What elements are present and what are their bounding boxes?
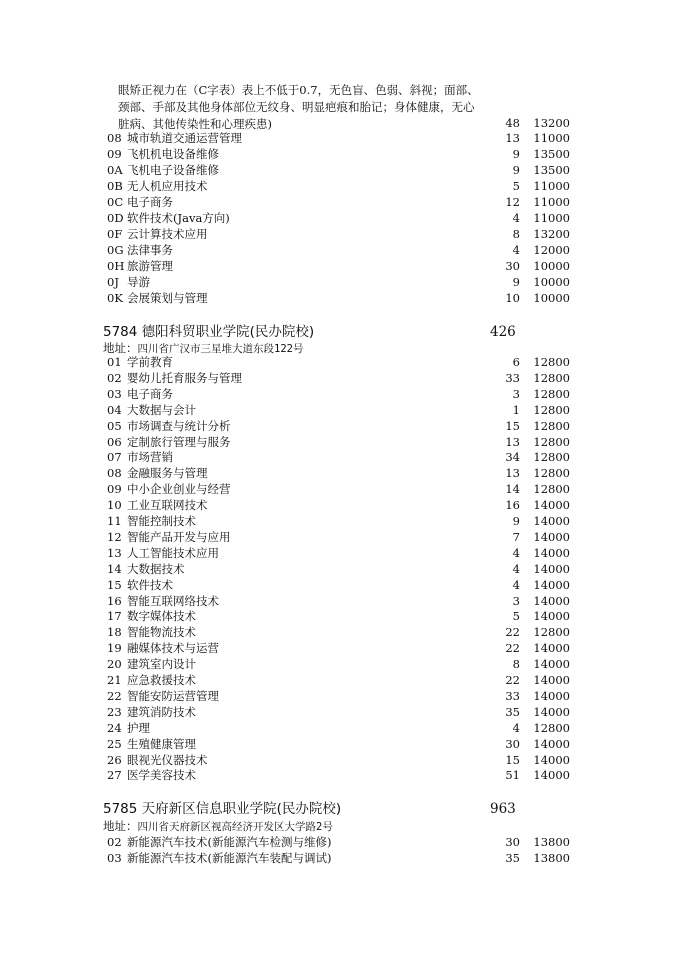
intro-note-line: 脏病、其他传染性和心理疾患) [118,117,272,131]
table-row [0,720,680,736]
enroll-count: 4 [512,561,520,576]
table-row [0,561,680,577]
tuition-fee: 12800 [533,434,570,449]
major-name: 城市轨道交通运营管理 [127,131,242,145]
enroll-count: 30 [505,259,520,273]
enroll-count: 7 [512,529,520,544]
major-code: 13 [107,545,122,560]
major-name: 导游 [127,275,150,289]
enroll-count: 4 [512,243,520,257]
enroll-count: 9 [512,514,520,528]
major-name: 新能源汽车技术(新能源汽车检测与维修) [127,835,332,849]
table-row [0,370,680,386]
enroll-count: 14 [505,482,520,497]
school-title: 5784 德阳科贸职业学院(民办院校) [103,324,315,340]
intro-note-line: 眼矫正视力在（C字表）表上不低于0.7，无色盲、色弱、斜视；面部、 [118,83,479,97]
enroll-count: 30 [505,835,520,849]
tuition-fee: 14000 [533,577,570,592]
tuition-fee: 14000 [533,657,570,672]
enroll-count: 15 [505,418,520,433]
enroll-count: 8 [512,227,520,241]
table-row [0,226,680,242]
tuition-fee: 14000 [533,529,570,544]
major-code: 01 [107,355,122,369]
major-code: 17 [107,609,122,624]
major-name: 人工智能技术应用 [127,545,219,560]
table-row [0,593,680,609]
major-code: 03 [107,386,122,401]
tuition-fee: 14000 [533,545,570,560]
enroll-count: 4 [512,577,520,592]
major-name: 智能互联网络技术 [127,593,219,608]
major-code: 08 [107,466,122,481]
major-code: 11 [107,514,122,528]
tuition-fee: 13800 [533,851,570,865]
tuition-fee: 14000 [533,514,570,528]
table-row [0,162,680,178]
enroll-count: 13 [505,466,520,481]
intro-note-fee: 13200 [533,116,570,130]
major-code: 20 [107,657,122,672]
major-name: 应急救援技术 [127,673,196,687]
major-code: 0F [107,227,123,241]
intro-note-line: 颈部、手部及其他身体部位无纹身、明显疤痕和胎记；身体健康，无心 [118,100,475,114]
table-row [0,640,680,656]
major-code: 18 [107,625,122,640]
address-label: 地址： [103,819,138,833]
school-total: 963 [490,801,516,817]
tuition-fee: 14000 [533,609,570,624]
table-row [0,274,680,290]
major-code: 02 [107,370,122,385]
enroll-count: 3 [512,593,520,608]
major-code: 0H [107,259,125,273]
table-row [0,752,680,768]
tuition-fee: 12800 [533,418,570,433]
tuition-fee: 13800 [533,835,570,849]
tuition-fee: 14000 [533,704,570,719]
table-row [0,834,680,850]
major-code: 04 [107,402,122,417]
enroll-count: 9 [512,163,520,177]
enroll-count: 5 [512,179,520,193]
table-row [0,767,680,783]
major-name: 智能物流技术 [127,625,196,640]
table-row [0,290,680,306]
table-row [0,850,680,866]
enroll-count: 9 [512,275,520,289]
major-name: 大数据与会计 [127,402,196,417]
table-row [0,402,680,418]
major-name: 婴幼儿托育服务与管理 [127,370,242,385]
major-name: 智能控制技术 [127,514,196,528]
table-row [0,529,680,545]
major-code: 10 [107,498,122,513]
major-name: 金融服务与管理 [127,466,208,481]
major-name: 建筑消防技术 [127,704,196,719]
table-row [0,704,680,720]
major-code: 0A [107,163,123,177]
tuition-fee: 12000 [533,243,570,257]
tuition-fee: 12800 [533,355,570,369]
table-row [0,146,680,162]
major-code: 09 [107,482,122,497]
tuition-fee: 14000 [533,736,570,751]
enroll-count: 51 [505,768,520,783]
major-name: 定制旅行管理与服务 [127,434,231,449]
tuition-fee: 13500 [533,147,570,161]
major-name: 市场调查与统计分析 [127,418,231,433]
enroll-count: 13 [505,434,520,449]
major-name: 云计算技术应用 [127,227,208,241]
tuition-fee: 14000 [533,673,570,687]
school-header-5785 [0,799,680,819]
major-name: 旅游管理 [127,259,173,273]
enroll-count: 10 [505,291,520,305]
tuition-fee: 12800 [533,370,570,385]
major-name: 学前教育 [127,355,173,369]
enroll-count: 6 [512,355,520,369]
major-name: 法律事务 [127,243,173,257]
school-header-5784 [0,322,680,342]
enroll-count: 30 [505,736,520,751]
address-label: 地址： [103,341,138,355]
school-total: 426 [490,324,516,340]
enroll-count: 16 [505,498,520,513]
major-code: 0J [107,275,119,289]
enroll-count: 5 [512,609,520,624]
tuition-fee: 14000 [533,498,570,513]
major-name: 新能源汽车技术(新能源汽车装配与调试) [127,851,332,865]
major-name: 医学美容技术 [127,768,196,783]
tuition-fee: 12800 [533,466,570,481]
intro-note-count: 48 [505,116,520,130]
table-row [0,608,680,624]
major-code: 03 [107,851,122,865]
major-code: 02 [107,835,122,849]
major-name: 飞机电子设备维修 [127,163,219,177]
major-name: 护理 [127,720,150,735]
major-code: 0G [107,243,124,257]
tuition-fee: 12800 [533,450,570,465]
tuition-fee: 13200 [533,227,570,241]
major-name: 会展策划与管理 [127,291,208,305]
address-value: 四川省天府新区视高经济开发区大学路2号 [137,821,333,833]
enroll-count: 1 [512,402,520,417]
table-row [0,386,680,402]
major-code: 14 [107,561,122,576]
major-code: 12 [107,529,122,544]
major-name: 市场营销 [127,450,173,465]
table-row [0,672,680,688]
address-value: 四川省广汉市三星堆大道东段122号 [137,343,304,355]
enroll-count: 22 [505,641,520,656]
tuition-fee: 14000 [533,752,570,767]
table-row [0,130,680,146]
enroll-count: 22 [505,625,520,640]
major-name: 智能产品开发与应用 [127,529,231,544]
major-name: 软件技术 [127,577,173,592]
school-title: 5785 天府新区信息职业学院(民办院校) [103,801,342,817]
major-code: 08 [107,131,122,145]
major-name: 电子商务 [127,386,173,401]
major-name: 眼视光仪器技术 [127,752,208,767]
enroll-count: 4 [512,211,520,225]
table-row [0,688,680,704]
table-row [0,481,680,497]
enroll-count: 34 [505,450,520,465]
tuition-fee: 14000 [533,688,570,703]
major-name: 生殖健康管理 [127,736,196,751]
tuition-fee: 14000 [533,641,570,656]
tuition-fee: 11000 [533,195,570,209]
major-name: 飞机机电设备维修 [127,147,219,161]
tuition-fee: 10000 [533,291,570,305]
major-code: 06 [107,434,122,449]
tuition-fee: 11000 [533,131,570,145]
enroll-count: 33 [505,688,520,703]
tuition-fee: 14000 [533,561,570,576]
tuition-fee: 14000 [533,768,570,783]
major-name: 建筑室内设计 [127,657,196,672]
major-code: 15 [107,577,122,592]
table-row [0,418,680,434]
tuition-fee: 11000 [533,179,570,193]
enroll-count: 8 [512,657,520,672]
tuition-fee: 12800 [533,386,570,401]
table-row [0,465,680,481]
enroll-count: 4 [512,545,520,560]
enroll-count: 9 [512,147,520,161]
tuition-fee: 10000 [533,275,570,289]
major-code: 0C [107,195,124,209]
enroll-count: 22 [505,673,520,687]
enroll-count: 15 [505,752,520,767]
tuition-fee: 14000 [533,593,570,608]
major-code: 0B [107,179,123,193]
major-name: 融媒体技术与运营 [127,641,219,656]
major-code: 0K [107,291,123,305]
tuition-fee: 12800 [533,482,570,497]
table-row [0,577,680,593]
major-code: 25 [107,736,122,751]
enroll-count: 35 [505,851,520,865]
table-row [0,513,680,529]
major-name: 大数据技术 [127,561,185,576]
school-address-5785 [103,818,333,835]
major-name: 软件技术(Java方向) [127,211,230,225]
major-name: 智能安防运营管理 [127,688,219,703]
major-code: 09 [107,147,122,161]
table-row [0,434,680,450]
major-name: 数字媒体技术 [127,609,196,624]
tuition-fee: 10000 [533,259,570,273]
enroll-count: 35 [505,704,520,719]
table-row [0,210,680,226]
tuition-fee: 11000 [533,211,570,225]
major-code: 23 [107,704,122,719]
tuition-fee: 12800 [533,402,570,417]
tuition-fee: 12800 [533,720,570,735]
enroll-count: 3 [512,386,520,401]
major-code: 16 [107,593,122,608]
intro-note [118,82,518,133]
major-code: 26 [107,752,122,767]
table-row [0,258,680,274]
major-code: 27 [107,768,122,783]
table-row [0,656,680,672]
major-code: 0D [107,211,124,225]
table-row [0,736,680,752]
major-code: 22 [107,688,122,703]
major-name: 无人机应用技术 [127,179,208,193]
major-name: 工业互联网技术 [127,498,208,513]
enroll-count: 4 [512,720,520,735]
enroll-count: 13 [505,131,520,145]
major-code: 24 [107,720,122,735]
table-row [0,624,680,640]
table-row [0,242,680,258]
table-row [0,497,680,513]
table-row [0,354,680,370]
major-name: 电子商务 [127,195,173,209]
table-row [0,178,680,194]
major-code: 19 [107,641,122,656]
table-row [0,449,680,465]
major-name: 中小企业创业与经营 [127,482,231,497]
table-row [0,545,680,561]
enroll-count: 12 [505,195,520,209]
major-code: 05 [107,418,122,433]
major-code: 07 [107,450,122,465]
tuition-fee: 13500 [533,163,570,177]
enroll-count: 33 [505,370,520,385]
table-row [0,194,680,210]
major-code: 21 [107,673,122,687]
tuition-fee: 12800 [533,625,570,640]
